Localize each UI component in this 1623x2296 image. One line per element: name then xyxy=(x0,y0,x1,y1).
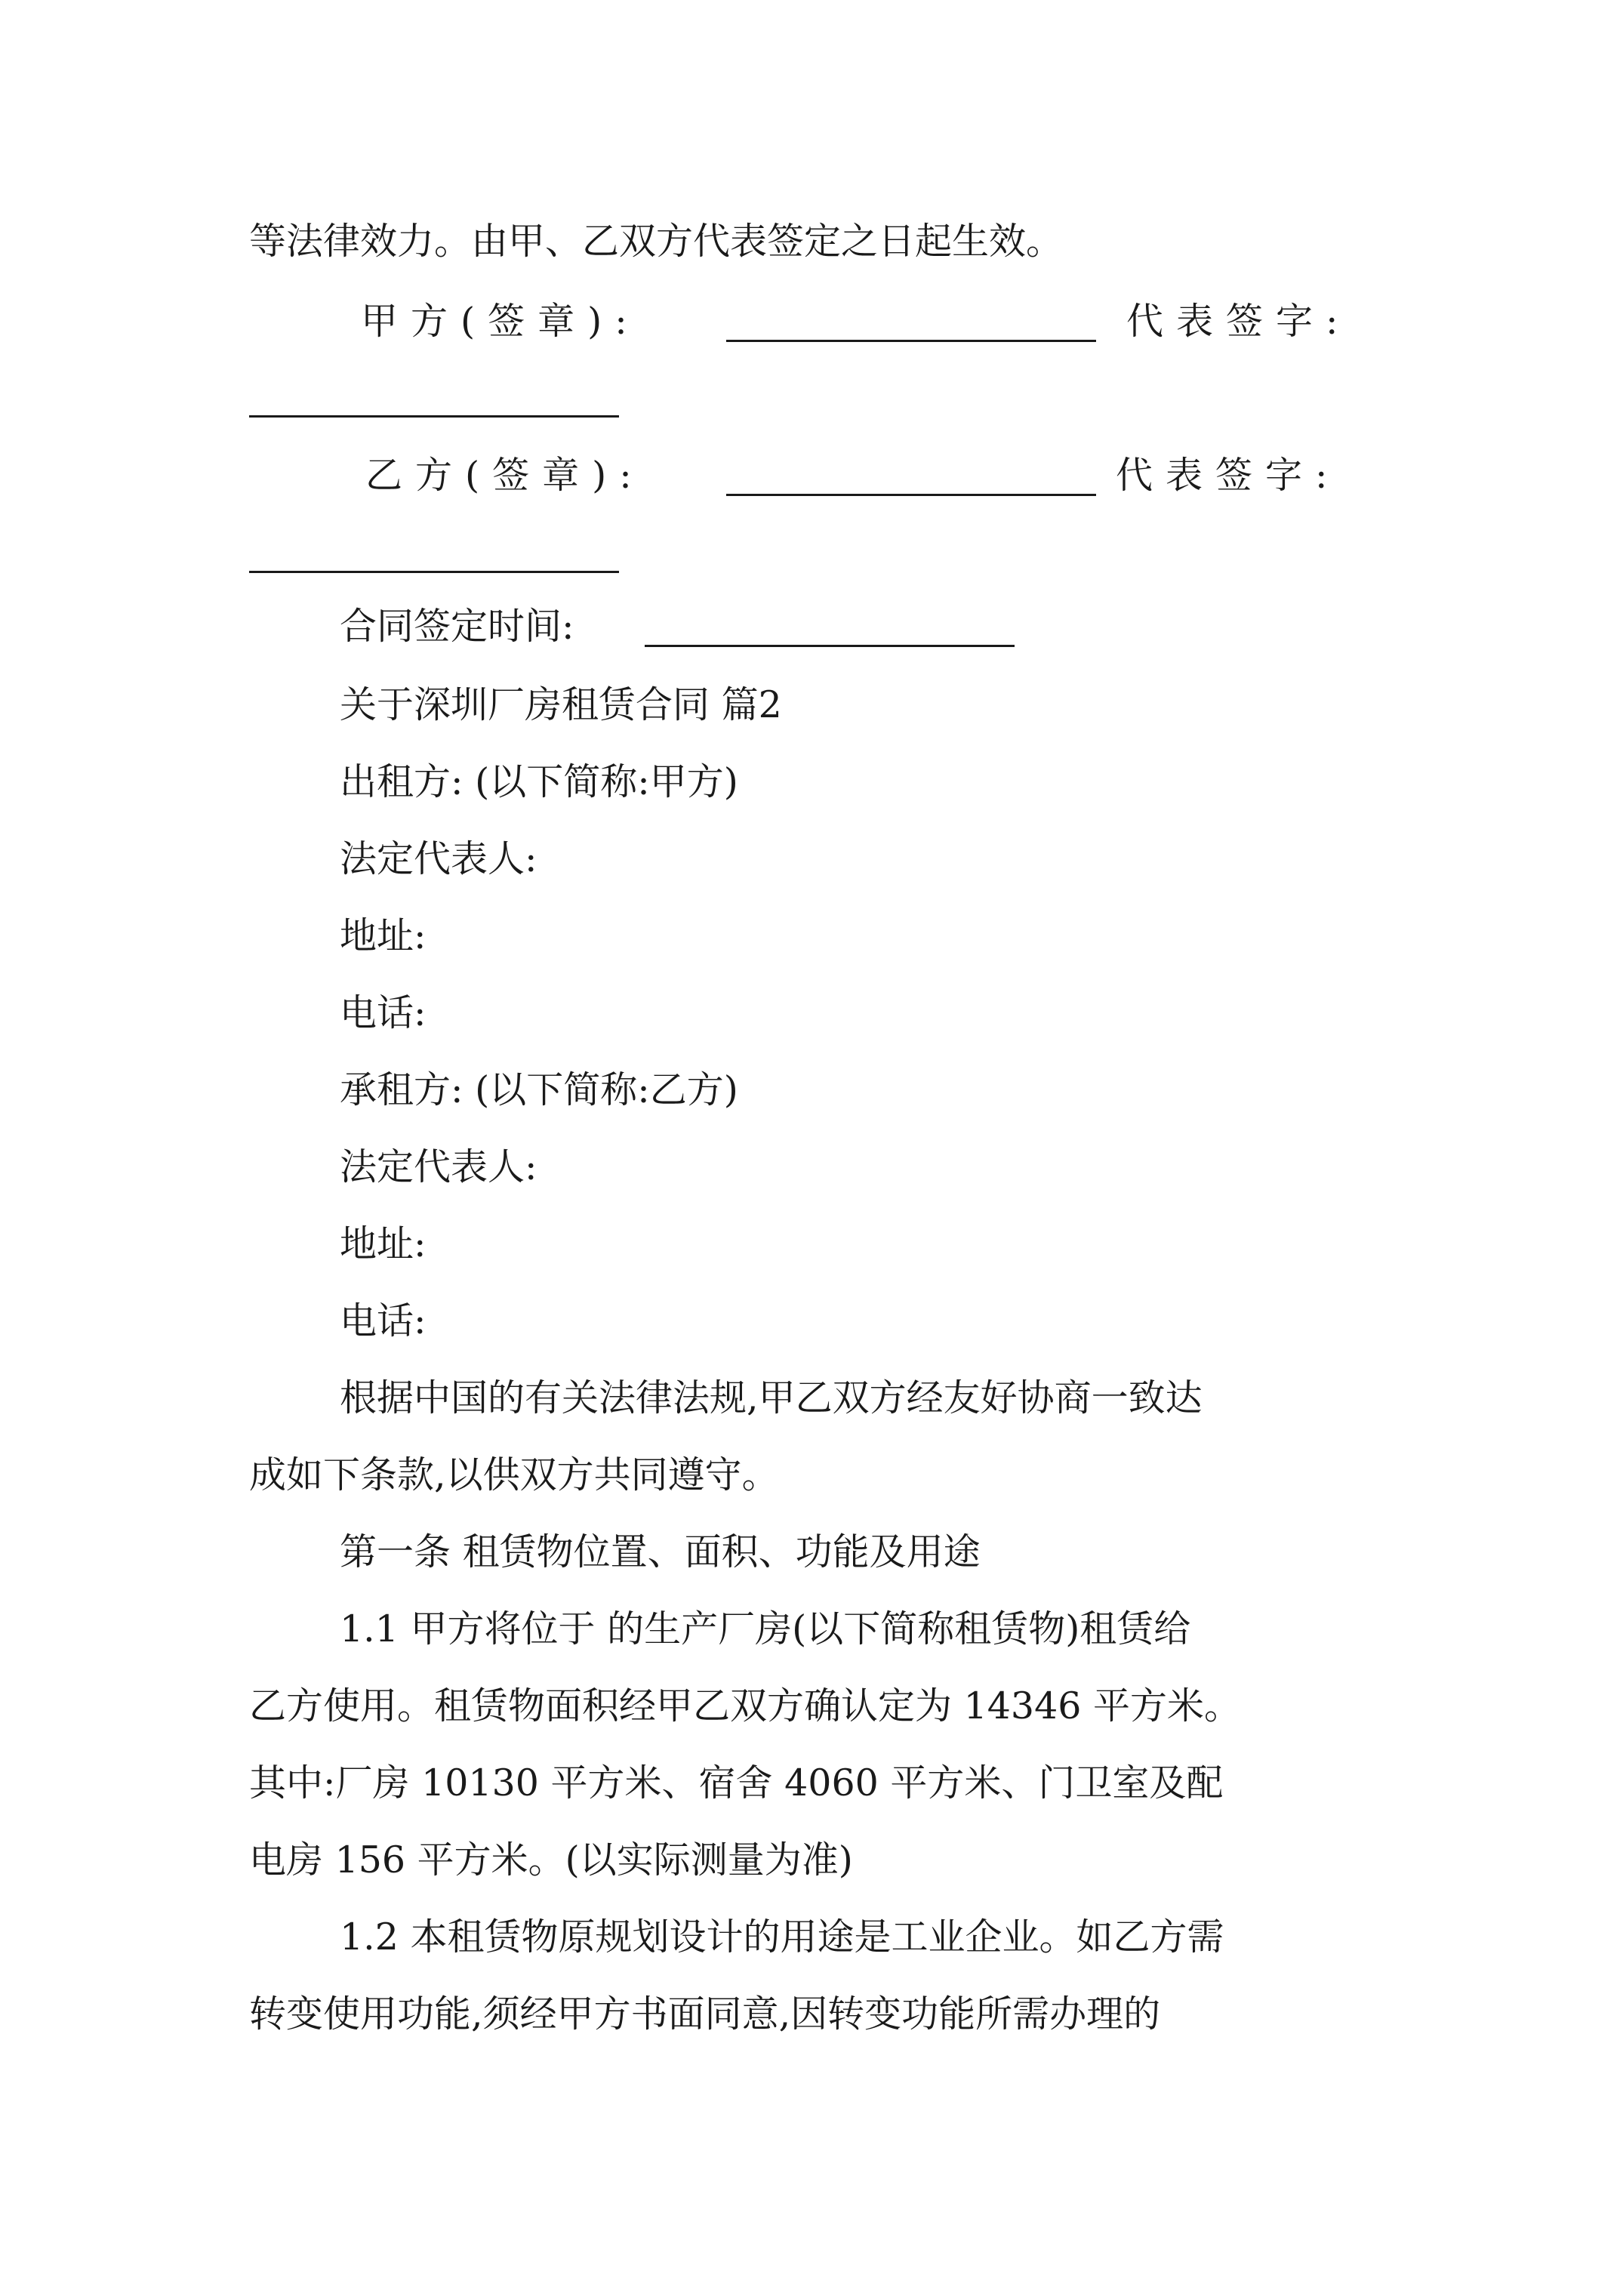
clause-1-1-line-3: 其中:厂房 10130 平方米、宿舍 4060 平方米、门卫室及配 xyxy=(249,1761,1224,1804)
party-a-sign-label: 甲方(签章): xyxy=(361,300,640,343)
party-b-rep-label: 代表签字: xyxy=(1116,454,1341,497)
sign-time-line xyxy=(645,645,1015,647)
party-b-sign-label: 乙方(签章): xyxy=(365,454,645,497)
lessor-phone-line: 电话: xyxy=(340,991,427,1034)
party-a-signature-line xyxy=(726,340,1096,342)
lessee-phone-line: 电话: xyxy=(340,1299,427,1342)
clause-1-1-line-1: 1.1 甲方将位于 的生产厂房(以下简称租赁物)租赁给 xyxy=(340,1607,1191,1650)
section-title: 关于深圳厂房租赁合同 篇2 xyxy=(340,683,782,726)
party-b-signature-line xyxy=(726,494,1096,496)
lessee-line: 承租方: (以下简称:乙方) xyxy=(340,1068,738,1111)
party-a-rep-label: 代表签字: xyxy=(1126,300,1351,343)
article-1-title: 第一条 租赁物位置、面积、功能及用途 xyxy=(340,1530,981,1573)
party-b-rep-signature-line xyxy=(249,571,619,573)
intro-paragraph-line-2: 成如下条款,以供双方共同遵守。 xyxy=(249,1453,779,1496)
intro-paragraph-line-1: 根据中国的有关法律法规,甲乙双方经友好协商一致达 xyxy=(340,1376,1203,1419)
lessor-address-line: 地址: xyxy=(340,914,427,957)
sign-time-label: 合同签定时间: xyxy=(340,605,574,648)
lessor-rep-line: 法定代表人: xyxy=(340,837,537,880)
clause-1-2-line-2: 转变使用功能,须经甲方书面同意,因转变功能所需办理的 xyxy=(249,1992,1161,2036)
lessor-line: 出租方: (以下简称:甲方) xyxy=(340,760,738,803)
lessee-address-line: 地址: xyxy=(340,1222,427,1265)
clause-1-1-line-4: 电房 156 平方米。(以实际测量为准) xyxy=(249,1838,853,1881)
clause-1-1-line-2: 乙方使用。租赁物面积经甲乙双方确认定为 14346 平方米。 xyxy=(249,1684,1242,1727)
lessee-rep-line: 法定代表人: xyxy=(340,1145,537,1188)
continuation-text: 等法律效力。由甲、乙双方代表签定之日起生效。 xyxy=(249,220,1064,263)
clause-1-2-line-1: 1.2 本租赁物原规划设计的用途是工业企业。如乙方需 xyxy=(340,1915,1224,1959)
party-a-rep-signature-line xyxy=(249,415,619,418)
